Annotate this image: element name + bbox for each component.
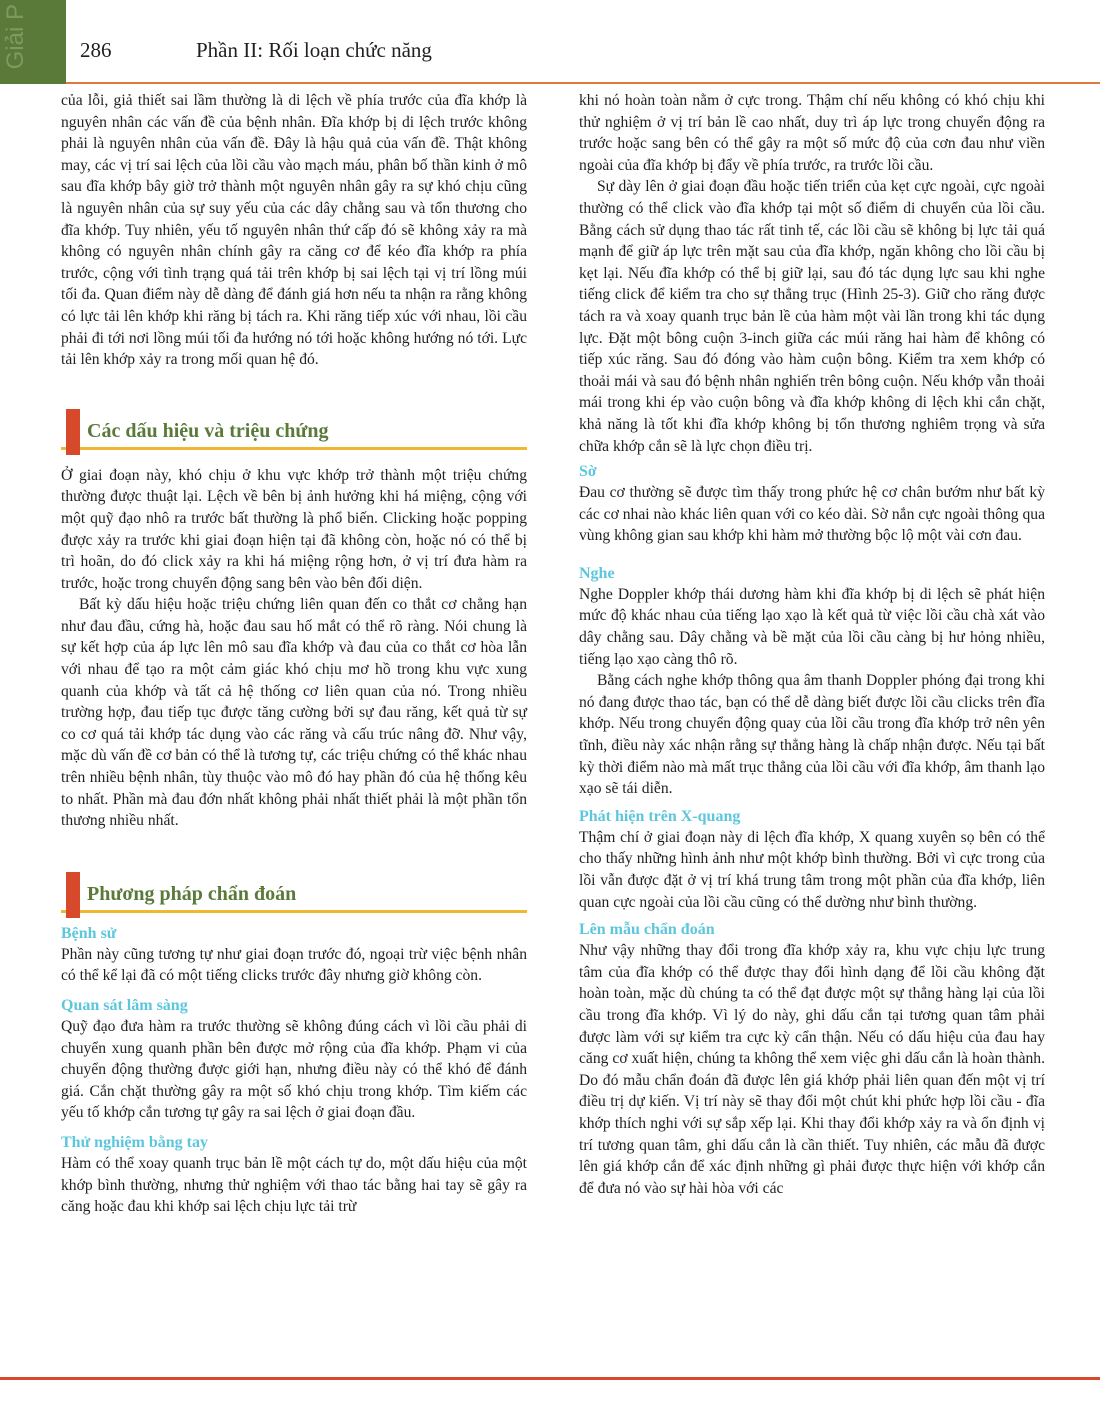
- paragraph: Hàm có thể xoay quanh trục bản lề một cách tự do, một dấu hiệu của một khớp bình thường, nhưng thử nghiệm với thao tác bằng hai tay sẽ gây ra căng hoặc đau khi khớp sai lệch chịu lực tải trừ: [61, 1154, 527, 1216]
- paragraph: Phần này cũng tương tự như giai đoạn trước đó, ngoại trừ việc bệnh nhân có thể kể lại đã có một tiếng clicks trước đây nhưng giờ không còn.: [61, 945, 527, 985]
- section-heading-diagnosis: [61, 872, 527, 913]
- paragraph: Đau cơ thường sẽ được tìm thấy trong phức hệ cơ chân bướm như bất kỳ các cơ nhai nào khác liên quan với co kéo dài. Sờ nắn cực ngoài thông qua vùng không gian sau khớp khi hàm mở thường bộc lộ một vài cơn đau.: [579, 484, 1045, 545]
- footer-rule: [0, 1377, 1100, 1380]
- paragraph: Như vậy những thay đổi trong đĩa khớp xảy ra, khu vực chịu lực trung tâm của đĩa khớp có thể được thay đổi hình dạng để lồi cầu không đặt hoàn toàn, mặc dù chúng ta có thể đạt được một sự thẳng hàng lại của lồi cầu trong đĩa khớp. Vì lý do này, ghi dấu cắn tại tương quan tâm phải được làm với sự kiểm tra cực kỳ cẩn thận. Nếu có dấu hiệu của đau hay căng cơ xuất hiện, chúng ta không thể xem việc ghi dấu cắn là hoàn thành. Do đó mẫu chẩn đoán đã được lên giá khớp phải liên quan đến một vị trí điều trị dự kiến. Vị trí này sẽ thay đổi một chút khi phức hợp lồi cầu - đĩa khớp thích nghi với sự sắp xếp lại. Khi thay đổi khớp xảy ra và ổn định vị trí tương quan tâm, ghi dấu cắn là cần thiết. Tuy nhiên, các mẫu đã được lên giá khớp cắn để xác định những gì phải được thực hiện với khớp cắn để đưa nó vào sự hài hòa với các: [579, 942, 1045, 1197]
- heading-bar: [66, 872, 80, 918]
- subheading-listening: Nghe: [579, 564, 615, 582]
- section-heading-text: Phương pháp chẩn đoán: [87, 882, 297, 905]
- subheading-history: Bệnh sử: [61, 924, 117, 942]
- subheading-palpation: Sờ: [579, 463, 597, 481]
- subheading-manual-test: Thử nghiệm bằng tay: [61, 1133, 208, 1151]
- paragraph: khi nó hoàn toàn nằm ở cực trong. Thậm chí nếu không có khó chịu khi thử nghiệm ở vị trí bản lề cao nhất, duy trì áp lực trong chuyển động ra trước hoặc sang bên có thể gây ra một số mức độ của cơn đau như viền ngoài của đĩa khớp bị đẩy về phía trước, ra trước lồi cầu.: [579, 92, 1045, 174]
- left-column: [61, 90, 527, 1218]
- subheading-xray: Phát hiện trên X-quang: [579, 807, 741, 825]
- paragraph: của lỗi, giả thiết sai lầm thường là di lệch về phía trước của đĩa khớp là nguyên nhân các vấn đề của bệnh nhân. Đĩa khớp bị di lệch trước không phải là nguyên nhân của vấn đề. Đây là hậu quả của vấn đề. Thật không may, các vị trí sai lệch của lồi cầu vào mạch máu, phân bố thần kinh ở mô sau đĩa khớp bây giờ trở thành một nguyên nhân gây ra sự khó chịu cũng là nguyên nhân của sự suy yếu của các dây chằng sau và tổn thương cho đĩa khớp. Tuy nhiên, yếu tố nguyên nhân thứ cấp đó sẽ không xảy ra mà không có nguyên nhân chính gây ra căng cơ để kéo đĩa khớp ra phía trước, cộng với tình trạng quá tải trên khớp bị sai lệch tại vị trí lồng múi tối đa. Quan điểm này dễ dàng để đánh giá hơn nếu ta nhận ra rằng không có lực tải lên khớp khi răng bị tách ra. Khi răng tiếp xúc với nhau, lồi cầu phải đi tới nơi lồng múi tối đa hướng nó tới hoặc không hướng nó tới. Lực tải lên khớp xảy ra trong mối quan hệ đó.: [61, 92, 527, 369]
- page-number: 286: [80, 38, 112, 62]
- paragraph: Bằng cách nghe khớp thông qua âm thanh Doppler phóng đại trong khi nó đang được thao tác, bạn có thể dễ dàng biết được lồi cầu clicks trên đĩa khớp. Nếu trong chuyển động quay của lồi cầu trong đĩa khớp trở nên yên tĩnh, điều này xác nhận rằng sự thẳng hàng là chấp nhận được. Nếu tại bất kỳ thời điểm nào mà mất trục thẳng của lồi cầu với đĩa khớp, âm thanh lạo xạo sẽ tái diễn.: [579, 672, 1045, 798]
- subheading-diagnostic-mount: Lên mẫu chẩn đoán: [579, 921, 715, 939]
- side-tab-label: Giải P: [2, 4, 29, 70]
- paragraph: Nghe Doppler khớp thái dương hàm khi đĩa khớp bị di lệch sẽ phát hiện mức độ khác nhau của tiếng lạo xạo là kết quả từ việc lồi cầu chà xát vào dây chằng sau. Dây chằng và bề mặt của lồi cầu càng bị hư hỏng nhiều, tiếng lạo xạo càng thô rõ.: [579, 585, 1045, 668]
- running-head: Phần II: Rối loạn chức năng: [196, 38, 432, 62]
- right-column: [579, 90, 1045, 1199]
- paragraph: Sự dày lên ở giai đoạn đầu hoặc tiến triển của kẹt cực ngoài, cực ngoài thường có thể click vào đĩa khớp tại một số điểm di chuyển của lồi cầu. Bằng cách sử dụng thao tác rất tinh tế, các lồi cầu sẽ không bị lực tải quá mạnh để giữ áp lực trên mặt sau của đĩa khớp, ngăn không cho lồi cầu bị kẹt lại. Nếu đĩa khớp có thể bị giữ lại, sau đó tác dụng lực sau khi nghe tiếng click để kiểm tra cho sự thẳng trục (Hình 25-3). Giữ cho răng được tách ra và xoay quanh trục bản lề của hàm một vài lần trong khi tác dụng lực. Đặt một bông cuộn 3-inch giữa các múi răng hai hàm để không có tiếp xúc răng. Sau đó đóng vào hàm cuộn bông. Kiểm tra xem khớp có thoải mái và sau đó bệnh nhân nghiến trên bông cuộn. Nếu khớp vẫn thoải mái trong khi ép vào cuộn bông và đĩa khớp không di lệch khi cắn chặt, khả năng là tốt khi đĩa khớp không bị tổn thương nghiêm trọng và sửa chữa khớp cắn sẽ là lực chọn điều trị.: [579, 178, 1045, 455]
- subheading-clinical: Quan sát lâm sàng: [61, 997, 188, 1014]
- paragraph: Ở giai đoạn này, khó chịu ở khu vực khớp trở thành một triệu chứng thường được thuật lại. Lệch về bên bị ảnh hưởng khi há miệng, cộng với một quỹ đạo nhô ra trước bất thường là phổ biến. Clicking hoặc popping được xảy ra trước khi giai đoạn hiện tại đã không còn, hoặc nó có thể bị trì hoãn, do đó click xảy ra khi há miệng rộng hơn, ở vị trí đưa hàm ra trước, hoặc trong chuyển động sang bên vào bên đối diện.: [61, 466, 527, 592]
- paragraph: Bất kỳ dấu hiệu hoặc triệu chứng liên quan đến co thắt cơ chẳng hạn như đau đầu, cứng hà, hoặc đau sau hố mắt có thể rõ ràng. Nói chung là sự kết hợp của áp lực lên mô sau đĩa khớp và đau của co thắt cơ hòa lẫn với nhau để tạo ra một cảm giác khó chịu mơ hồ trong khu vực xung quanh của khớp và tất cả hệ thống cơ liên quan của nó. Trong nhiều trường hợp, đau tiếp tục được tăng cường bởi sự đau răng, kết quả từ sự co cơ quá tải khớp tác dụng vào các răng và cấu trúc nâng đỡ. Như vậy, mặc dù vấn đề cơ bản có thể là tương tự, các triệu chứng có thể khác nhau trên nhiều bệnh nhân, tùy thuộc vào mô đó hay phần đó của hệ thống kêu to nhất. Phần mà đau đớn nhất không phải nhất thiết phải là một phần tổn thương nhiều nhất.: [61, 596, 527, 830]
- section-heading-text: Các dấu hiệu và triệu chứng: [87, 419, 329, 442]
- heading-bar: [66, 409, 80, 455]
- chapter-side-tab: [0, 0, 66, 84]
- paragraph: Quỹ đạo đưa hàm ra trước thường sẽ không đúng cách vì lồi cầu phải di chuyển xung quanh phần bên được mở rộng của đĩa khớp. Phạm vi của chuyển động thường được giới hạn, nhưng điều này có thể khó để đánh giá. Cắn chặt thường gây ra một số khó chịu trong khớp. Tìm kiếm các yếu tố khớp cắn tương tự gây ra sai lệch ở giai đoạn đầu.: [61, 1018, 527, 1122]
- header-rule: [66, 82, 1100, 84]
- section-heading-signs: [61, 409, 527, 450]
- paragraph: Thậm chí ở giai đoạn này di lệch đĩa khớp, X quang xuyên sọ bên có thể cho thấy những hình ảnh như một khớp bình thường. Bởi vì cực trong của lồi vẫn được đặt ở vị trí khá trung tâm trong một phần của đĩa khớp, liên quan cực ngoài của lồi cầu cũng có thể dường như bình thường.: [579, 828, 1045, 911]
